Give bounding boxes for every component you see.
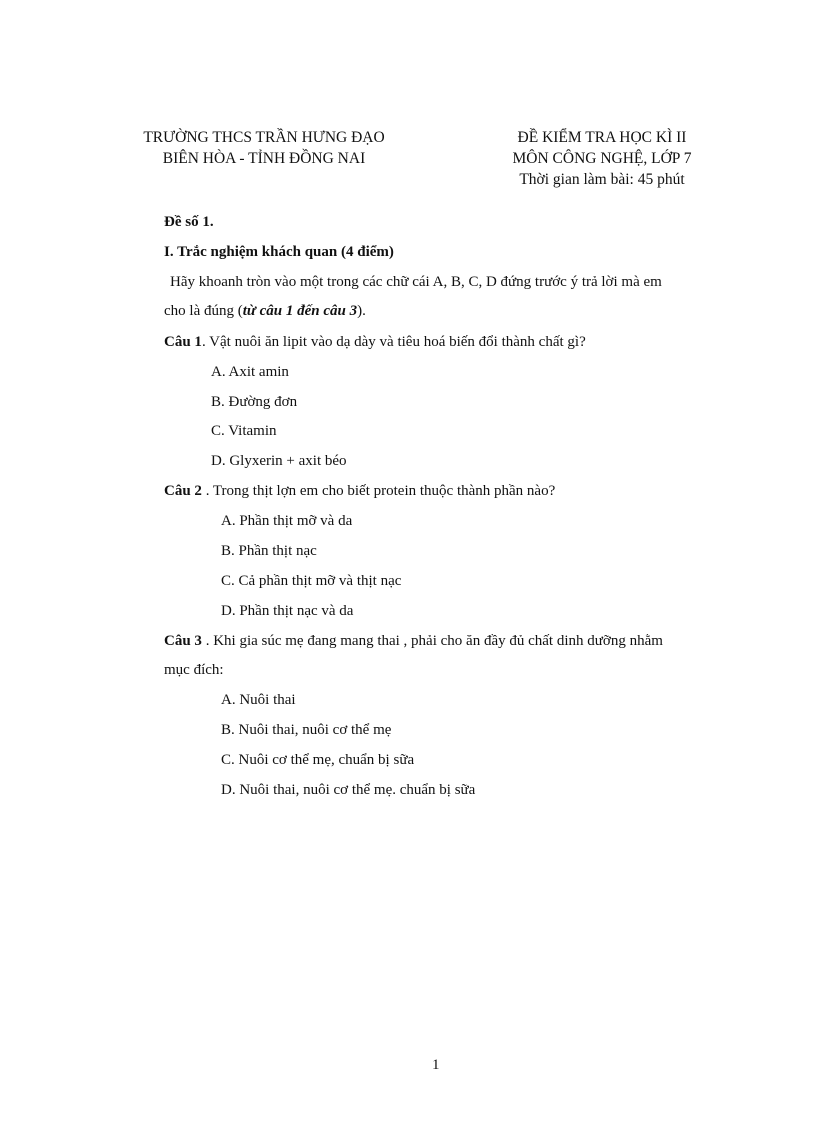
instruction-prefix: cho là đúng ( [164, 303, 243, 319]
section-title: I. Trắc nghiệm khách quan (4 điểm) [164, 244, 394, 260]
school-name: TRƯỜNG THCS TRẦN HƯNG ĐẠO [143, 129, 385, 146]
question-1-option-d: D. Glyxerin + axit béo [211, 453, 347, 469]
question-3-option-a: A. Nuôi thai [221, 692, 296, 708]
question-3-text-cont: mục đích: [164, 662, 224, 678]
question-2 [164, 483, 555, 500]
exam-number: Đề số 1. [164, 214, 214, 230]
question-2-text: . Trong thịt lợn em cho biết protein thuộc thành phần nào? [201, 483, 556, 499]
question-1-option-c: C. Vitamin [211, 423, 277, 439]
school-header [130, 127, 398, 169]
page-number: 1 [432, 1057, 440, 1073]
question-3-option-b: B. Nuôi thai, nuôi cơ thể mẹ [221, 722, 392, 738]
instruction-line-2 [164, 303, 366, 320]
exam-title: ĐỀ KIỂM TRA HỌC KÌ II [517, 129, 687, 146]
question-3-option-c: C. Nuôi cơ thể mẹ, chuẩn bị sữa [221, 752, 415, 768]
school-location: BIÊN HÒA - TỈNH ĐỒNG NAI [162, 150, 366, 167]
instruction-line-1: Hãy khoanh tròn vào một trong các chữ cái A, B, C, D đứng trước ý trả lời mà em [170, 274, 662, 290]
exam-header [488, 127, 716, 190]
exam-subject: MÔN CÔNG NGHỆ, LỚP 7 [512, 150, 692, 167]
instruction-emphasis: từ câu 1 đến câu 3 [242, 303, 358, 319]
question-1-option-b: B. Đường đơn [211, 394, 298, 410]
question-2-option-a: A. Phần thịt mỡ và da [221, 513, 353, 529]
question-1 [164, 334, 586, 351]
question-1-label: Câu 1 [164, 334, 202, 350]
question-1-text: . Vật nuôi ăn lipit vào dạ dày và tiêu hoá biến đổi thành chất gì? [201, 334, 586, 350]
question-2-option-d: D. Phần thịt nạc và da [221, 603, 354, 619]
exam-duration: Thời gian làm bài: 45 phút [519, 171, 685, 188]
question-2-label: Câu 2 [164, 483, 202, 499]
question-3 [164, 633, 663, 650]
question-3-text: . Khi gia súc mẹ đang mang thai , phải cho ăn đầy đủ chất dinh dưỡng nhằm [201, 633, 663, 649]
question-2-option-b: B. Phần thịt nạc [221, 543, 317, 559]
question-3-option-d: D. Nuôi thai, nuôi cơ thể mẹ. chuẩn bị sữa [221, 782, 476, 798]
question-2-option-c: C. Cả phần thịt mỡ và thịt nạc [221, 573, 402, 589]
instruction-suffix: ). [357, 303, 366, 319]
question-3-label: Câu 3 [164, 633, 202, 649]
question-1-option-a: A. Axit amin [211, 364, 289, 380]
